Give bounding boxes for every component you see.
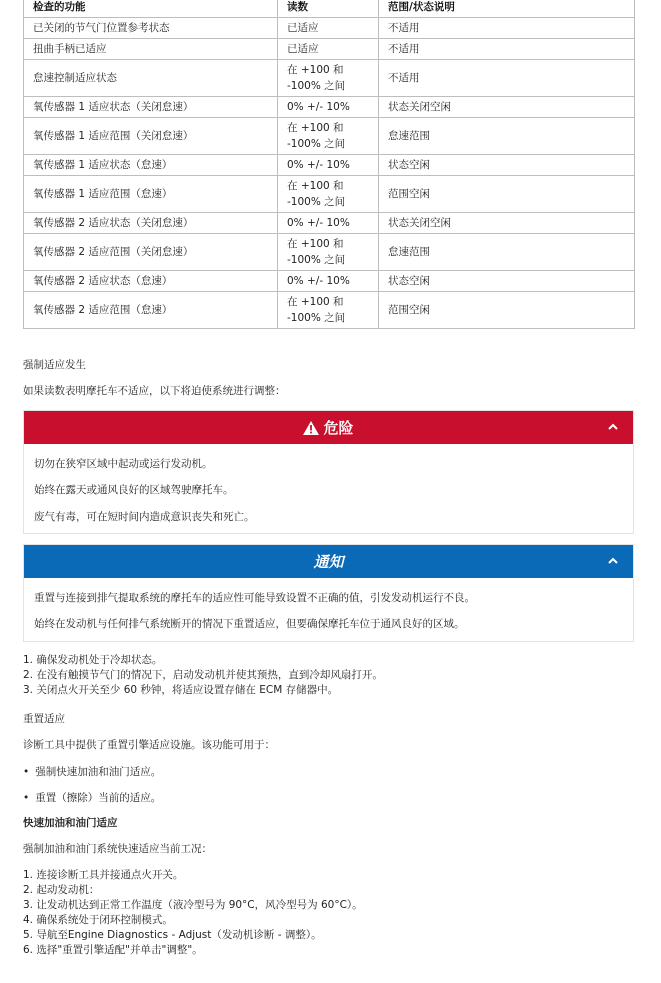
- fast-adaptation-intro: 强制加油和油门系统快速适应当前工况：: [23, 843, 212, 855]
- table-header-row: [24, 0, 635, 18]
- table-row: [24, 97, 635, 118]
- cell-reading: 在 +100 和 -100% 之间: [278, 234, 379, 271]
- cell-reading: 在 +100 和 -100% 之间: [278, 176, 379, 213]
- table-row: [24, 213, 635, 234]
- cell-reading: 已适应: [278, 39, 379, 60]
- reset-adaptation-heading: 重置适应: [23, 713, 65, 725]
- list-item: 2. 起动发动机：: [23, 884, 100, 896]
- table-row: [24, 18, 635, 39]
- warning-triangle-icon: [303, 421, 319, 435]
- header-reading: 读数: [278, 0, 379, 18]
- cell-range: 范围空闲: [379, 176, 635, 213]
- list-item: 1. 连接诊断工具并接通点火开关。: [23, 869, 184, 881]
- cell-range: 不适用: [379, 18, 635, 39]
- header-function: 检查的功能: [24, 0, 278, 18]
- cell-function: 已关闭的节气门位置参考状态: [24, 18, 278, 39]
- adaptation-table: [23, 0, 635, 329]
- notice-alert-header[interactable]: [24, 545, 633, 578]
- cell-function: 氧传感器 1 适应状态（怠速）: [24, 155, 278, 176]
- danger-line-3: 废气有毒，可在短时间内造成意识丧失和死亡。: [34, 511, 255, 523]
- cell-range: 状态关闭空闲: [379, 97, 635, 118]
- cell-range: 不适用: [379, 60, 635, 97]
- cell-function: 氧传感器 1 适应范围（怠速）: [24, 176, 278, 213]
- cell-range: 不适用: [379, 39, 635, 60]
- cell-function: 扭曲手柄已适应: [24, 39, 278, 60]
- cell-reading: 0% +/- 10%: [278, 155, 379, 176]
- chevron-up-icon[interactable]: [606, 420, 620, 434]
- forced-adaptation-heading: 强制适应发生: [23, 359, 86, 371]
- cell-range: 怠速范围: [379, 118, 635, 155]
- list-item: • 强制快速加油和油门适应。: [23, 765, 161, 779]
- list-item: 3. 关闭点火开关至少 60 秒钟，将适应设置存储在 ECM 存储器中。: [23, 684, 339, 696]
- fast-adaptation-steps: [23, 868, 363, 958]
- cell-reading: 在 +100 和 -100% 之间: [278, 60, 379, 97]
- table-row: [24, 271, 635, 292]
- danger-title: 危险: [323, 419, 354, 437]
- table-row: [24, 39, 635, 60]
- list-item: 5. 导航至Engine Diagnostics - Adjust（发动机诊断 - 调整）。: [23, 929, 322, 941]
- cell-function: 氧传感器 2 适应范围（关闭怠速）: [24, 234, 278, 271]
- notice-title: 通知: [313, 553, 344, 571]
- notice-line-2: 始终在发动机与任何排气系统断开的情况下重置适应，但要确保摩托车位于通风良好的区域。: [34, 618, 465, 630]
- cell-function: 怠速控制适应状态: [24, 60, 278, 97]
- list-item: 3. 让发动机达到正常工作温度（液冷型号为 90°C，风冷型号为 60°C）。: [23, 899, 363, 911]
- fast-adaptation-heading: 快速加油和油门适应: [23, 817, 118, 829]
- cell-reading: 在 +100 和 -100% 之间: [278, 292, 379, 329]
- cell-range: 状态关闭空闲: [379, 213, 635, 234]
- header-range: 范围/状态说明: [379, 0, 635, 18]
- cell-function: 氧传感器 1 适应范围（关闭怠速）: [24, 118, 278, 155]
- table-row: [24, 155, 635, 176]
- cell-reading: 在 +100 和 -100% 之间: [278, 118, 379, 155]
- danger-line-1: 切勿在狭窄区域中起动或运行发动机。: [34, 458, 213, 470]
- danger-alert: [23, 410, 634, 534]
- list-item: • 重置（擦除）当前的适应。: [23, 791, 161, 805]
- cell-range: 怠速范围: [379, 234, 635, 271]
- table-row: [24, 176, 635, 213]
- reset-adaptation-intro: 诊断工具中提供了重置引擎适应设施。该功能可用于：: [23, 739, 275, 751]
- procedure-steps-list: [23, 653, 383, 698]
- cell-range: 状态空闲: [379, 155, 635, 176]
- cell-reading: 0% +/- 10%: [278, 97, 379, 118]
- list-item: 1. 确保发动机处于冷却状态。: [23, 654, 163, 666]
- cell-function: 氧传感器 1 适应状态（关闭怠速）: [24, 97, 278, 118]
- forced-adaptation-intro: 如果读数表明摩托车不适应，以下将迫使系统进行调整：: [23, 385, 286, 397]
- list-item: 4. 确保系统处于闭环控制模式。: [23, 914, 173, 926]
- chevron-up-icon[interactable]: [606, 554, 620, 568]
- cell-function: 氧传感器 2 适应状态（怠速）: [24, 271, 278, 292]
- table-row: [24, 60, 635, 97]
- list-item: 2. 在没有触摸节气门的情况下，启动发动机并使其预热，直到冷却风扇打开。: [23, 669, 383, 681]
- cell-reading: 0% +/- 10%: [278, 213, 379, 234]
- cell-function: 氧传感器 2 适应状态（关闭怠速）: [24, 213, 278, 234]
- cell-function: 氧传感器 2 适应范围（怠速）: [24, 292, 278, 329]
- cell-range: 范围空闲: [379, 292, 635, 329]
- danger-line-2: 始终在露天或通风良好的区域驾驶摩托车。: [34, 484, 234, 496]
- notice-alert: [23, 544, 634, 642]
- danger-alert-header[interactable]: [24, 411, 633, 444]
- table-row: [24, 118, 635, 155]
- table-row: [24, 234, 635, 271]
- notice-line-1: 重置与连接到排气提取系统的摩托车的适应性可能导致设置不正确的值，引发发动机运行不良。: [34, 592, 475, 604]
- cell-range: 状态空闲: [379, 271, 635, 292]
- table-row: [24, 292, 635, 329]
- list-item: 6. 选择"重置引擎适配"并单击"调整"。: [23, 944, 203, 956]
- cell-reading: 0% +/- 10%: [278, 271, 379, 292]
- cell-reading: 已适应: [278, 18, 379, 39]
